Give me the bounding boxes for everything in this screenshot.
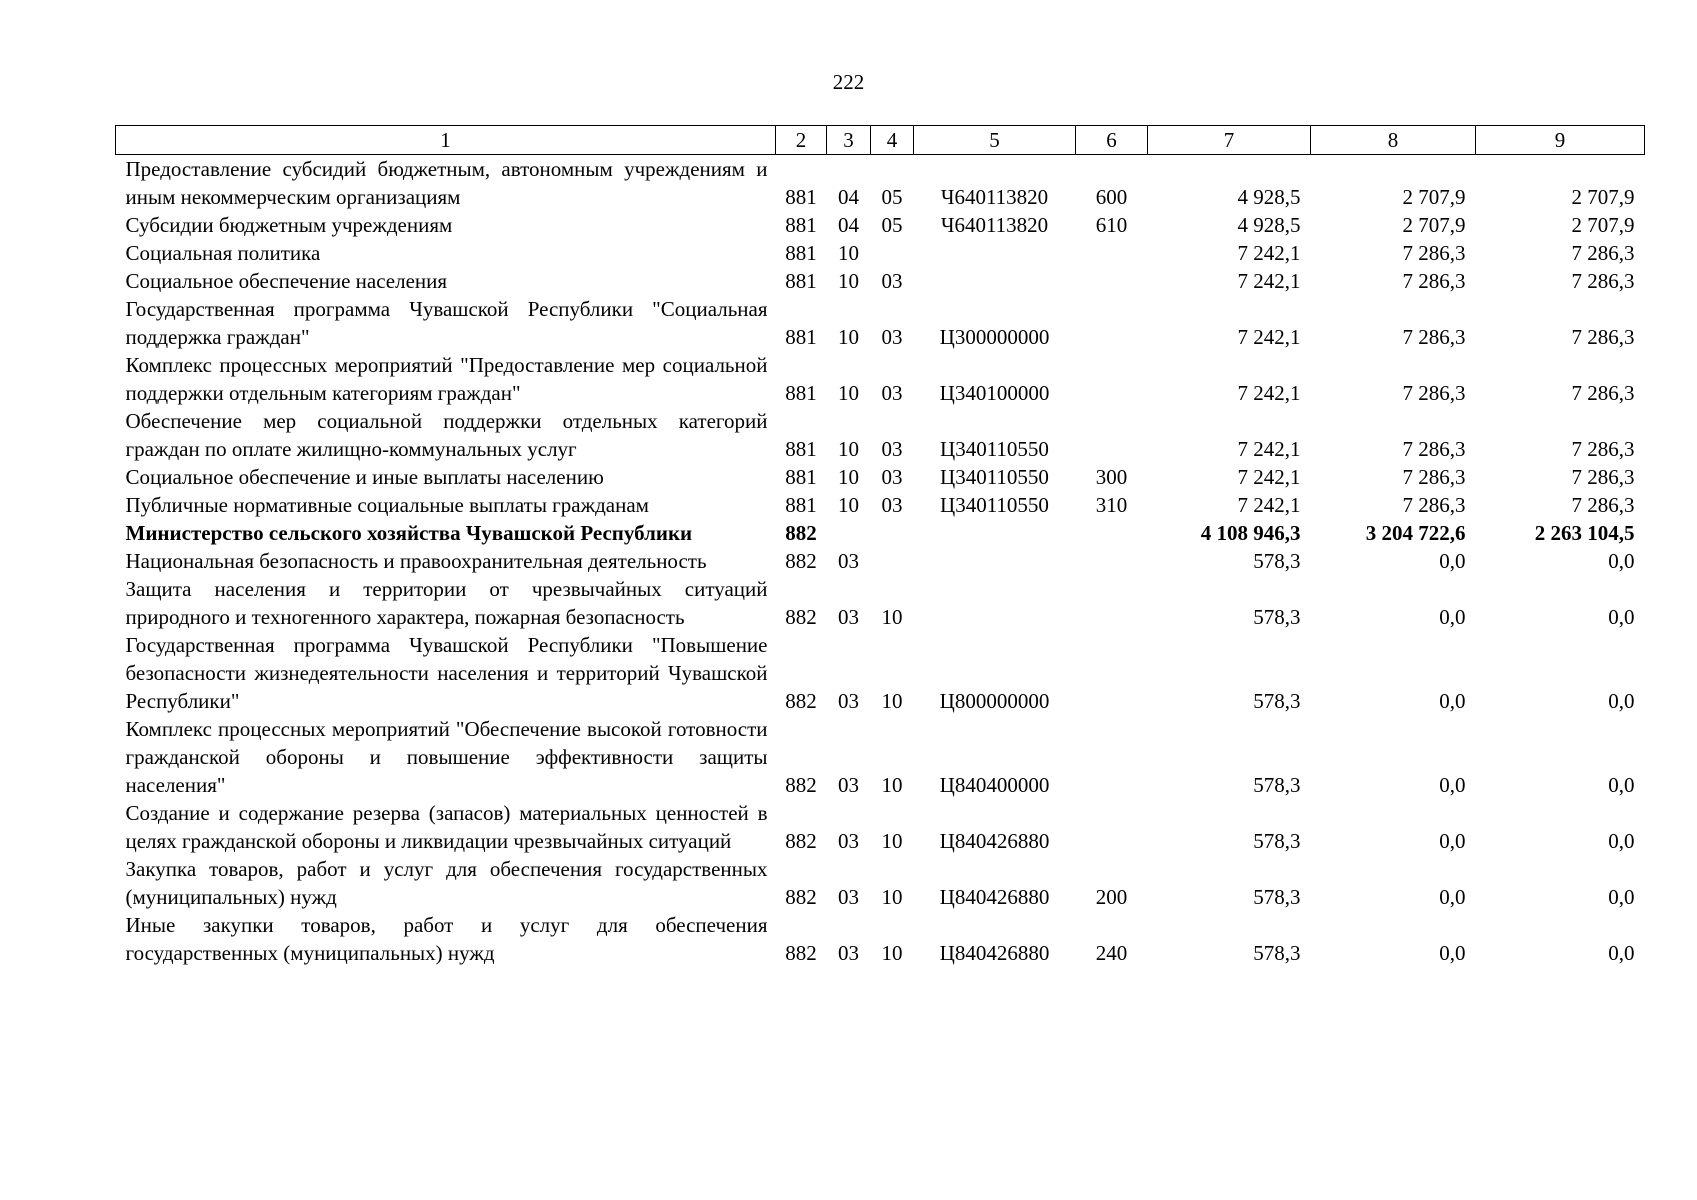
cell-subsection: 03: [881, 325, 903, 349]
cell-target-article: Ц840400000: [939, 773, 1050, 797]
cell-subsection: 03: [881, 381, 903, 405]
cell-subsection: 10: [881, 773, 903, 797]
cell-subsection: 03: [881, 493, 903, 517]
col-header-3: 3: [827, 126, 871, 155]
cell-name: Публичные нормативные социальные выплаты гражданам: [125, 493, 649, 517]
table-row: [116, 799, 1645, 855]
table-row: [116, 715, 1645, 799]
cell-ministry-code: 881: [785, 381, 817, 405]
col-header-6: 6: [1076, 126, 1148, 155]
cell-name: Государственная программа Чувашской Республики "Социальная поддержка граждан": [125, 297, 768, 349]
cell-expense-type: 600: [1095, 185, 1128, 209]
cell-amount-7: 7 242,1: [1237, 269, 1301, 293]
cell-expense-type: 610: [1095, 213, 1128, 237]
cell-subsection: 10: [881, 605, 903, 629]
cell-ministry-code: 882: [785, 829, 817, 853]
cell-subsection: [871, 239, 914, 267]
table-row: [116, 211, 1645, 239]
cell-ministry-code: 882: [785, 549, 817, 573]
cell-amount-7: 578,3: [1253, 885, 1301, 909]
cell-name: Субсидии бюджетным учреждениям: [125, 213, 453, 237]
table-row: [116, 351, 1645, 407]
cell-name: Государственная программа Чувашской Республики "Повышение безопасности жизнедеятельности населения и территорий Чувашской Республики": [125, 633, 768, 713]
cell-subsection: 03: [881, 437, 903, 461]
cell-name: Предоставление субсидий бюджетным, автономным учреждениям и иным некоммерческим организациям: [125, 157, 768, 209]
cell-amount-8: 7 286,3: [1402, 493, 1466, 517]
table-row: [116, 855, 1645, 911]
cell-expense-type: [1076, 575, 1148, 631]
cell-section: [827, 519, 871, 547]
cell-amount-8: 0,0: [1439, 689, 1466, 713]
cell-name: Создание и содержание резерва (запасов) материальных ценностей в целях гражданской обороны и ликвидации чрезвычайных ситуаций: [125, 801, 768, 853]
cell-amount-8: 0,0: [1439, 773, 1466, 797]
cell-target-article: [914, 239, 1076, 267]
cell-subsection: [871, 547, 914, 575]
cell-target-article: Ц840426880: [939, 941, 1050, 965]
cell-amount-8: 3 204 722,6: [1365, 521, 1466, 545]
cell-section: 10: [838, 269, 859, 293]
cell-target-article: [914, 547, 1076, 575]
cell-name: Обеспечение мер социальной поддержки отдельных категорий граждан по оплате жилищно-коммунальных услуг: [125, 409, 768, 461]
cell-amount-8: 7 286,3: [1402, 325, 1466, 349]
cell-amount-7: 578,3: [1253, 689, 1301, 713]
cell-section: 03: [838, 549, 859, 573]
cell-section: 10: [838, 325, 859, 349]
col-header-7: 7: [1148, 126, 1311, 155]
cell-amount-9: 0,0: [1608, 605, 1635, 629]
table-row: [116, 911, 1645, 967]
cell-section: 10: [838, 465, 859, 489]
cell-amount-7: 4 928,5: [1237, 213, 1301, 237]
cell-section: 03: [838, 773, 859, 797]
cell-amount-8: 0,0: [1439, 549, 1466, 573]
cell-amount-9: 0,0: [1608, 885, 1635, 909]
cell-amount-9: 0,0: [1608, 549, 1635, 573]
cell-subsection: 10: [881, 689, 903, 713]
cell-ministry-code: 882: [785, 605, 817, 629]
cell-amount-9: 7 286,3: [1571, 325, 1635, 349]
cell-amount-7: 578,3: [1253, 941, 1301, 965]
table-row: [116, 267, 1645, 295]
cell-ministry-code: 881: [785, 269, 817, 293]
cell-section: 03: [838, 605, 859, 629]
cell-section: 04: [838, 185, 859, 209]
cell-subsection: 05: [881, 213, 903, 237]
cell-amount-8: 0,0: [1439, 605, 1466, 629]
page-number: 222: [832, 70, 865, 94]
cell-expense-type: [1076, 547, 1148, 575]
cell-section: 03: [838, 689, 859, 713]
cell-amount-7: 4 108 946,3: [1200, 521, 1301, 545]
cell-ministry-code: 882: [785, 941, 817, 965]
cell-target-article: Ц300000000: [939, 325, 1050, 349]
cell-section: 10: [838, 493, 859, 517]
cell-subsection: 05: [881, 185, 903, 209]
cell-amount-9: 7 286,3: [1571, 437, 1635, 461]
table-row: [116, 295, 1645, 351]
cell-amount-9: 7 286,3: [1571, 493, 1635, 517]
col-header-8: 8: [1311, 126, 1476, 155]
cell-name: Социальное обеспечение населения: [125, 269, 448, 293]
cell-name: Социальная политика: [125, 241, 321, 265]
cell-expense-type: 310: [1095, 493, 1128, 517]
cell-section: 10: [838, 381, 859, 405]
cell-amount-8: 7 286,3: [1402, 381, 1466, 405]
col-header-2: 2: [776, 126, 827, 155]
cell-ministry-code: 881: [785, 213, 817, 237]
cell-target-article: Ч640113820: [940, 213, 1049, 237]
cell-amount-9: 0,0: [1608, 829, 1635, 853]
cell-subsection: 10: [881, 829, 903, 853]
cell-expense-type: [1076, 267, 1148, 295]
cell-ministry-code: 881: [785, 241, 817, 265]
cell-amount-9: 0,0: [1608, 941, 1635, 965]
cell-amount-8: 0,0: [1439, 829, 1466, 853]
cell-amount-8: 7 286,3: [1402, 241, 1466, 265]
cell-target-article: Ц800000000: [939, 689, 1050, 713]
cell-amount-7: 7 242,1: [1237, 493, 1301, 517]
cell-target-article: [914, 267, 1076, 295]
cell-name: Министерство сельского хозяйства Чувашской Республики: [125, 521, 693, 545]
cell-ministry-code: 882: [785, 885, 817, 909]
cell-ministry-code: 881: [785, 465, 817, 489]
cell-target-article: Ц340110550: [940, 493, 1049, 517]
cell-amount-7: 7 242,1: [1237, 381, 1301, 405]
cell-name: Защита населения и территории от чрезвычайных ситуаций природного и техногенного характера, пожарная безопасность: [125, 577, 768, 629]
cell-name: Комплекс процессных мероприятий "Предоставление мер социальной поддержки отдельным категориям граждан": [125, 353, 768, 405]
table-row: [116, 407, 1645, 463]
cell-amount-9: 0,0: [1608, 773, 1635, 797]
cell-name: Иные закупки товаров, работ и услуг для обеспечения государственных (муниципальных) нужд: [125, 913, 768, 965]
cell-amount-9: 7 286,3: [1571, 269, 1635, 293]
cell-section: 03: [838, 941, 859, 965]
table-row: [116, 491, 1645, 519]
cell-amount-7: 7 242,1: [1237, 437, 1301, 461]
cell-expense-type: 200: [1095, 885, 1128, 909]
cell-name: Национальная безопасность и правоохранительная деятельность: [125, 549, 707, 573]
cell-expense-type: [1076, 295, 1148, 351]
table-body: [116, 155, 1645, 968]
col-header-1: 1: [116, 126, 776, 155]
cell-ministry-code: 881: [785, 325, 817, 349]
cell-amount-7: 7 242,1: [1237, 465, 1301, 489]
cell-target-article: Ц840426880: [939, 829, 1050, 853]
cell-amount-8: 2 707,9: [1402, 213, 1466, 237]
cell-section: 10: [838, 241, 859, 265]
cell-amount-7: 578,3: [1253, 829, 1301, 853]
cell-expense-type: [1076, 715, 1148, 799]
cell-target-article: Ц840426880: [939, 885, 1050, 909]
cell-section: 03: [838, 829, 859, 853]
col-header-9: 9: [1476, 126, 1645, 155]
cell-expense-type: [1076, 799, 1148, 855]
cell-amount-8: 0,0: [1439, 885, 1466, 909]
cell-amount-7: 578,3: [1253, 605, 1301, 629]
cell-amount-9: 2 707,9: [1571, 185, 1635, 209]
cell-subsection: 03: [881, 465, 903, 489]
cell-amount-9: 7 286,3: [1571, 381, 1635, 405]
table-row: [116, 519, 1645, 547]
cell-expense-type: [1076, 519, 1148, 547]
cell-amount-9: 2 707,9: [1571, 213, 1635, 237]
table-row: [116, 155, 1645, 212]
cell-amount-8: 7 286,3: [1402, 465, 1466, 489]
table-row: [116, 239, 1645, 267]
cell-subsection: 10: [881, 885, 903, 909]
table-row: [116, 631, 1645, 715]
cell-ministry-code: 881: [785, 437, 817, 461]
cell-amount-7: 7 242,1: [1237, 325, 1301, 349]
cell-amount-8: 7 286,3: [1402, 437, 1466, 461]
cell-target-article: [914, 575, 1076, 631]
table-row: [116, 463, 1645, 491]
cell-target-article: Ц340100000: [939, 381, 1050, 405]
cell-expense-type: [1076, 407, 1148, 463]
cell-section: 03: [838, 885, 859, 909]
col-header-5: 5: [914, 126, 1076, 155]
cell-section: 04: [838, 213, 859, 237]
cell-subsection: 10: [881, 941, 903, 965]
cell-expense-type: [1076, 239, 1148, 267]
cell-amount-8: 2 707,9: [1402, 185, 1466, 209]
table-row: [116, 575, 1645, 631]
cell-amount-8: 7 286,3: [1402, 269, 1466, 293]
col-header-4: 4: [871, 126, 914, 155]
cell-ministry-code: 881: [785, 185, 817, 209]
header-row: [116, 126, 1645, 155]
cell-subsection: 03: [881, 269, 903, 293]
cell-ministry-code: 881: [785, 493, 817, 517]
cell-subsection: [871, 519, 914, 547]
cell-amount-7: 578,3: [1253, 773, 1301, 797]
cell-amount-9: 7 286,3: [1571, 241, 1635, 265]
cell-target-article: [914, 519, 1076, 547]
table-row: [116, 547, 1645, 575]
cell-name: Социальное обеспечение и иные выплаты населению: [125, 465, 604, 489]
cell-amount-8: 0,0: [1439, 941, 1466, 965]
cell-ministry-code: 882: [785, 521, 817, 545]
cell-amount-7: 4 928,5: [1237, 185, 1301, 209]
cell-section: 10: [838, 437, 859, 461]
cell-target-article: Ц340110550: [940, 465, 1049, 489]
cell-amount-9: 7 286,3: [1571, 465, 1635, 489]
cell-amount-7: 578,3: [1253, 549, 1301, 573]
cell-expense-type: [1076, 631, 1148, 715]
cell-amount-7: 7 242,1: [1237, 241, 1301, 265]
cell-target-article: Ц340110550: [940, 437, 1049, 461]
cell-name: Закупка товаров, работ и услуг для обеспечения государственных (муниципальных) нужд: [125, 857, 768, 909]
cell-amount-9: 0,0: [1608, 689, 1635, 713]
cell-expense-type: [1076, 351, 1148, 407]
cell-target-article: Ч640113820: [940, 185, 1049, 209]
cell-amount-9: 2 263 104,5: [1534, 521, 1635, 545]
cell-ministry-code: 882: [785, 689, 817, 713]
budget-table: [115, 125, 1645, 967]
cell-ministry-code: 882: [785, 773, 817, 797]
cell-expense-type: 240: [1095, 941, 1128, 965]
cell-expense-type: 300: [1095, 465, 1128, 489]
cell-name: Комплекс процессных мероприятий "Обеспечение высокой готовности гражданской обороны и повышение эффективности защиты населения": [125, 717, 768, 797]
